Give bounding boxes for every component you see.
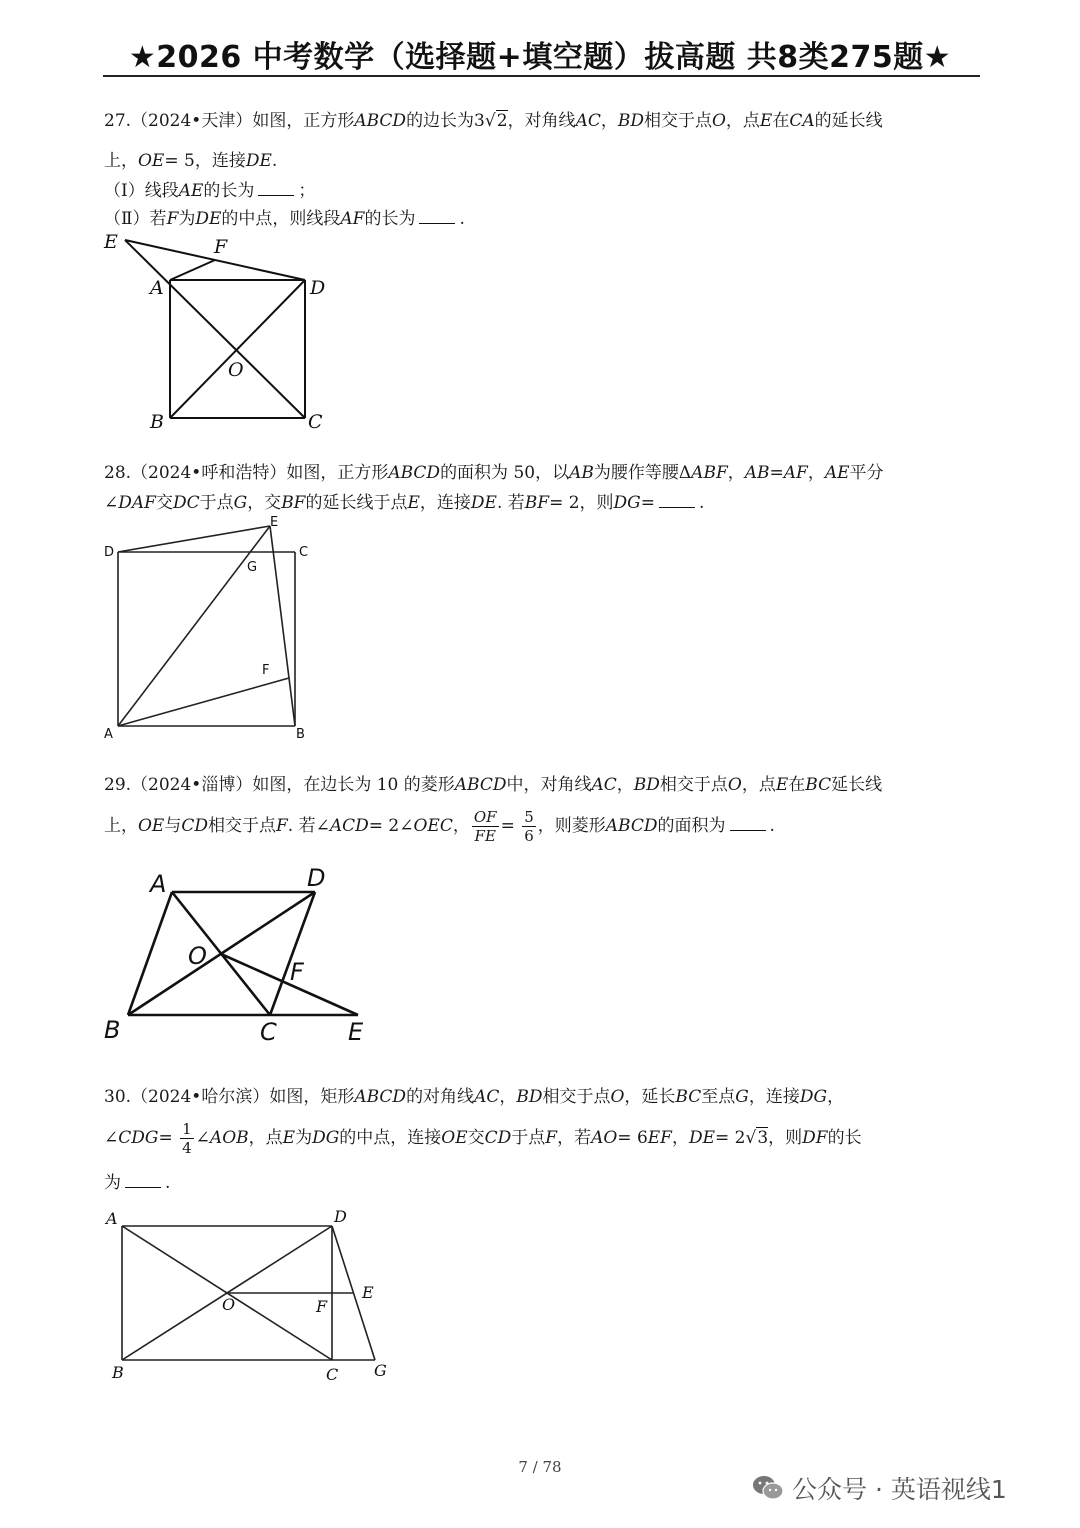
- answer-blank[interactable]: [125, 1172, 161, 1188]
- problem-27-line-3: （Ⅰ）线段AE的长为 ；: [104, 181, 316, 201]
- fig30-label-A: A: [106, 1209, 118, 1228]
- problem-28-line-2: ∠DAF交DC于点G，交BF的延长线于点E，连接DE. 若BF= 2，则DG= .: [104, 493, 705, 513]
- fig30-label-B: B: [112, 1363, 124, 1382]
- fig28-label-C: C: [299, 545, 309, 560]
- fig28-label-B: B: [296, 727, 305, 742]
- fig29-line-AB: [128, 892, 172, 1015]
- fig27-label-E: E: [104, 231, 118, 253]
- fig28-line-EB: [270, 526, 295, 726]
- fig27-label-O: O: [228, 359, 244, 381]
- fig30-label-D: D: [334, 1207, 347, 1226]
- fig29-label-B: B: [104, 1016, 121, 1044]
- answer-blank[interactable]: [659, 492, 695, 508]
- fraction-OF-FE: $\frac{OF}{FE}$: [473, 808, 497, 845]
- fig27-label-F: F: [214, 236, 228, 258]
- watermark: [752, 1470, 1007, 1506]
- answer-blank[interactable]: [419, 208, 455, 224]
- answer-blank[interactable]: [730, 815, 766, 831]
- fig27-line-EC: [125, 240, 305, 418]
- problem-29-line-2: 上，OE与CD相交于点F. 若∠ACD= 2∠OEC， $\frac{OF}{FE}$ = $\frac{5}{6}$ ，则菱形ABCD的面积为 .: [104, 808, 775, 845]
- fig29-label-O: O: [188, 942, 207, 970]
- figure-27: [100, 228, 340, 438]
- fig27-label-D: D: [310, 277, 326, 299]
- figure-30: [100, 1200, 400, 1390]
- fig29-label-C: C: [260, 1018, 277, 1046]
- fig29-label-E: E: [348, 1018, 364, 1046]
- fig30-label-F: F: [316, 1297, 328, 1316]
- fig28-label-E: E: [270, 515, 279, 530]
- fig28-label-F: F: [262, 663, 270, 678]
- problem-27-line-2: 上，OE= 5，连接DE.: [104, 151, 278, 171]
- fig27-label-A: A: [150, 277, 164, 299]
- fraction-1-4: $\frac{1}{4}$: [182, 1120, 192, 1157]
- problem-28-line-1: 28.（2024•呼和浩特）如图，正方形ABCD的面积为 50，以AB为腰作等腰ΔABF，AB=AF，AE平分: [104, 463, 884, 483]
- problem-30-line-2: ∠CDG= $\frac{1}{4}$ ∠AOB，点E为DG的中点，连接OE交CD于点F，若AO= 6EF，DE= 2√3，则DF的长: [104, 1120, 862, 1157]
- fig27-label-B: B: [150, 411, 164, 433]
- fig29-label-F: F: [290, 958, 304, 986]
- fig29-label-A: A: [150, 870, 167, 898]
- fig29-line-DC: [270, 892, 315, 1015]
- fraction-5-6: $\frac{5}{6}$: [524, 808, 534, 845]
- fig30-label-G: G: [374, 1361, 387, 1380]
- fig28-label-A: A: [104, 727, 113, 742]
- fig30-label-O: O: [222, 1295, 236, 1314]
- fig30-label-C: C: [326, 1365, 339, 1384]
- fig27-label-C: C: [308, 411, 323, 433]
- page-number: 7 / 78: [518, 1458, 562, 1476]
- fig28-line-DE: [118, 526, 270, 552]
- figure-29: [100, 862, 380, 1052]
- title-divider: [103, 75, 980, 77]
- page-title: ★2026 中考数学（选择题+填空题）拔高题 共8类275题★: [128, 40, 952, 75]
- watermark-text: 公众号 · 英语视线1: [792, 1475, 1007, 1504]
- fig28-line-AF: [118, 678, 289, 726]
- fig28-label-G: G: [247, 560, 258, 575]
- problem-30-line-1: 30.（2024•哈尔滨）如图，矩形ABCD的对角线AC，BD相交于点O，延长BC至点G，连接DG，: [104, 1087, 845, 1107]
- fig30-label-E: E: [362, 1283, 374, 1302]
- problem-27-line-4: （Ⅱ）若F为DE的中点，则线段AF的长为 .: [104, 209, 465, 229]
- wechat-icon: [752, 1474, 784, 1502]
- fig29-label-D: D: [307, 864, 326, 892]
- problem-27-line-1: 27.（2024•天津）如图，正方形ABCD的边长为3√2，对角线AC，BD相交于点O，点E在CA的延长线: [104, 111, 883, 131]
- figure-28: [100, 512, 320, 744]
- fig28-line-AE: [118, 526, 270, 726]
- fig27-line-AF: [170, 260, 215, 280]
- answer-blank[interactable]: [258, 180, 294, 196]
- problem-30-line-3: 为 .: [104, 1173, 171, 1193]
- problem-29-line-1: 29.（2024•淄博）如图，在边长为 10 的菱形ABCD中，对角线AC，BD相交于点O，点E在BC延长线: [104, 775, 883, 795]
- fig28-label-D: D: [104, 545, 115, 560]
